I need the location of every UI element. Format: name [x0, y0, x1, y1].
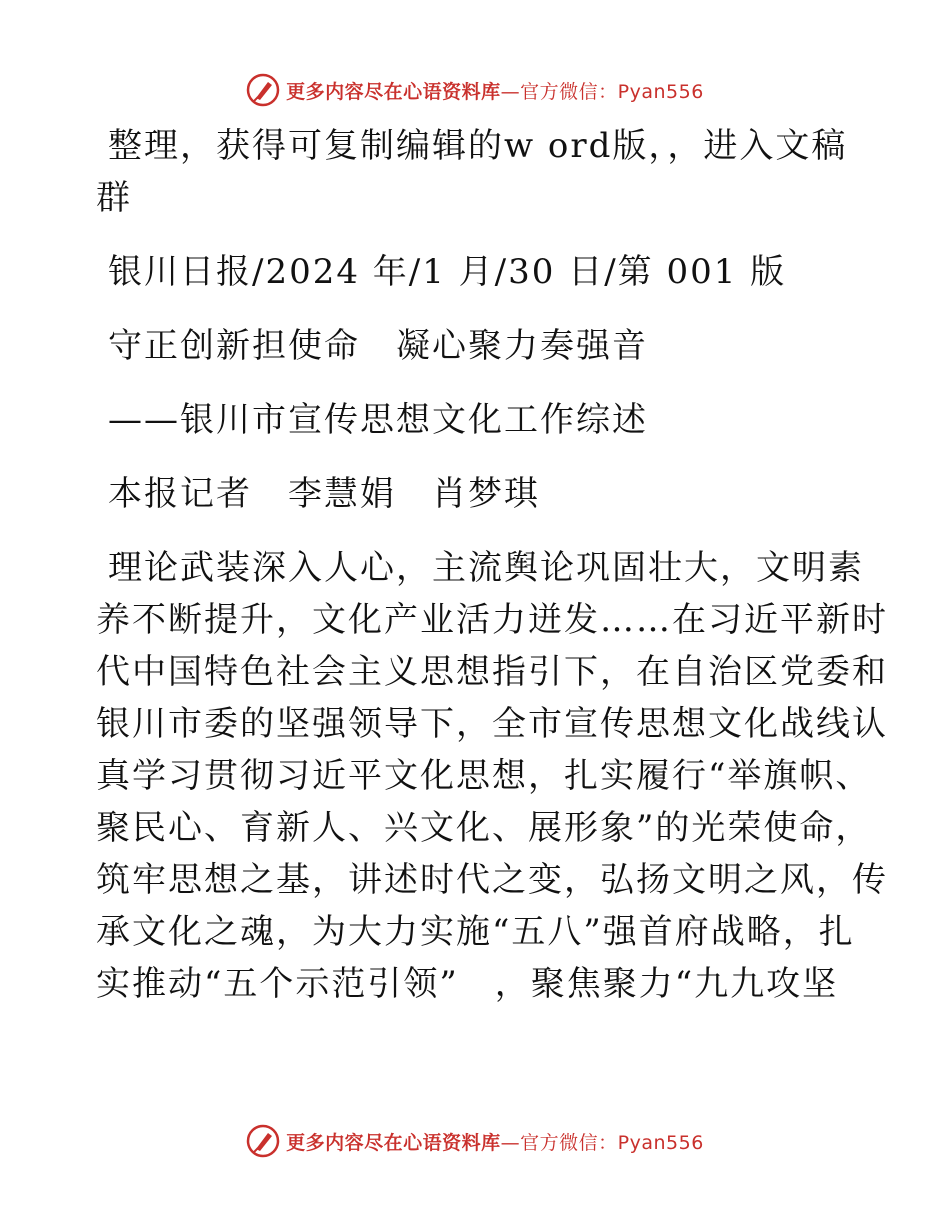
article-subtitle: ——银川市宣传思想文化工作综述 — [108, 400, 648, 440]
header-banner-separator: — — [500, 80, 521, 103]
paragraph-line: 理论武装深入人心，主流舆论巩固壮大，文明素 — [108, 548, 864, 588]
article-title: 守正创新担使命 凝心聚力奏强音 — [108, 326, 648, 366]
paragraph-line: 代中国特色社会主义思想指引下，在自治区党委和 — [96, 652, 888, 692]
header-banner-title: 更多内容尽在心语资料库 — [286, 80, 501, 103]
paragraph-line: 聚民心、育新人、兴文化、展形象”的光荣使命， — [96, 808, 872, 848]
source-line: 银川日报/2024 年/1 月/30 日/第 001 版 — [108, 252, 787, 292]
header-banner-text — [286, 77, 704, 104]
pen-logo-icon — [246, 1124, 280, 1158]
footer-banner-separator: — — [500, 1131, 521, 1154]
footer-banner-contact: 官方微信：Pyan556 — [520, 1131, 704, 1154]
intro-line-2: 群 — [96, 178, 132, 218]
document-body — [96, 120, 888, 1010]
pen-logo-icon — [246, 73, 280, 107]
intro-line-1: 整理，获得可复制编辑的w ord版，，进入文稿 — [108, 126, 848, 166]
paragraph-line: 筑牢思想之基，讲述时代之变，弘扬文明之风，传 — [96, 860, 888, 900]
paragraph-line: 养不断提升，文化产业活力迸发……在习近平新时 — [96, 600, 888, 640]
paragraph-line: 实推动“五个示范引领” ，聚焦聚力“九九攻坚 — [96, 964, 839, 1004]
byline: 本报记者 李慧娟 肖梦琪 — [108, 474, 540, 514]
paragraph-line: 真学习贯彻习近平文化思想，扎实履行“举旗帜、 — [96, 756, 872, 796]
article-paragraph — [96, 542, 888, 1010]
paragraph-line: 银川市委的坚强领导下，全市宣传思想文化战线认 — [96, 704, 888, 744]
header-banner-contact: 官方微信：Pyan556 — [520, 80, 704, 103]
footer-banner-text — [286, 1128, 704, 1155]
header-banner — [0, 70, 950, 110]
footer-banner — [0, 1121, 950, 1161]
footer-banner-title: 更多内容尽在心语资料库 — [286, 1131, 501, 1154]
paragraph-line: 承文化之魂，为大力实施“五八”强首府战略，扎 — [96, 912, 855, 952]
